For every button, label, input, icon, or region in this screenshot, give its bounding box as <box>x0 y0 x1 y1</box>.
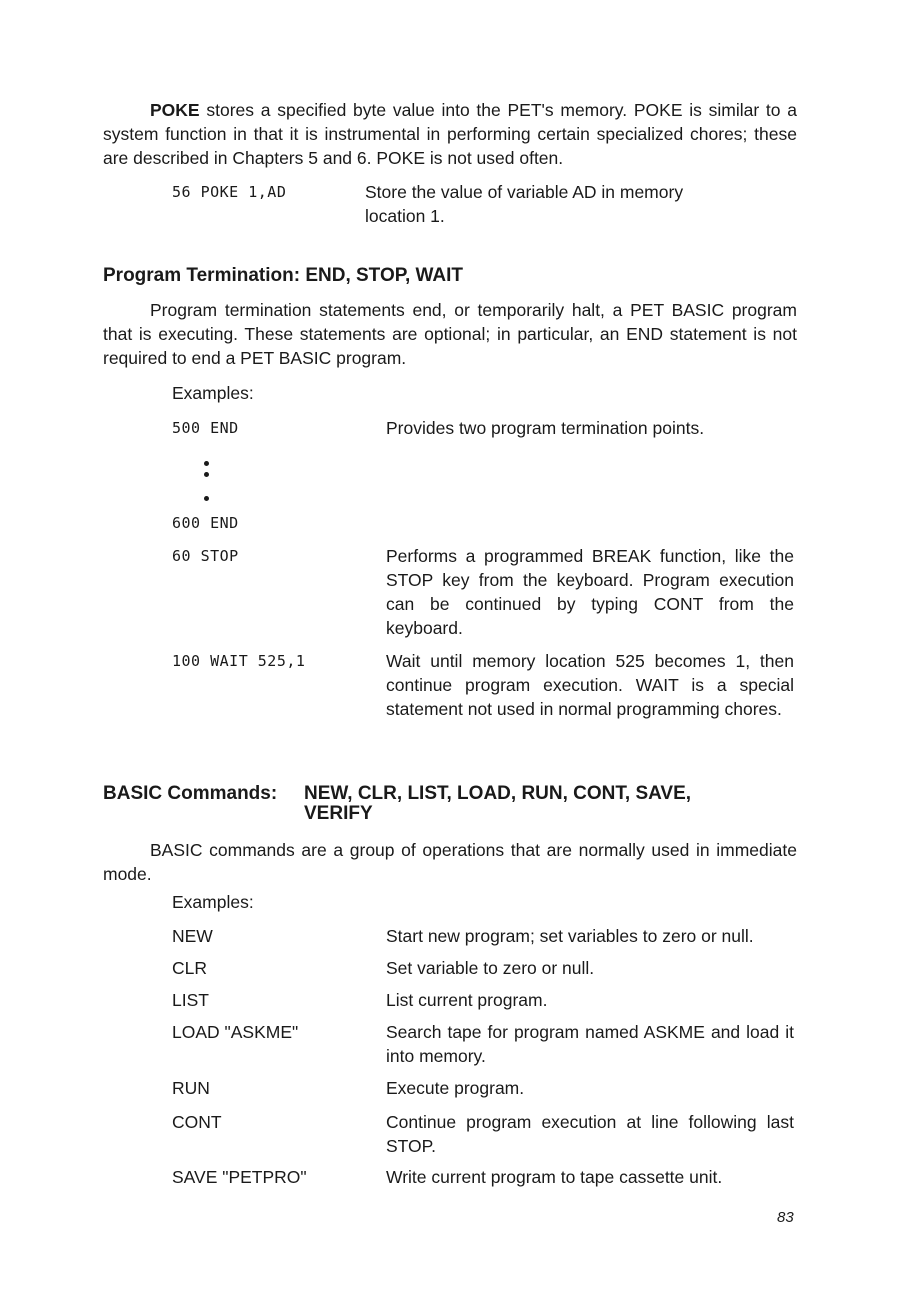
ellipsis-dot <box>204 472 209 477</box>
commands-intro <box>103 838 797 886</box>
page-number: 83 <box>777 1209 794 1226</box>
command-desc: Set variable to zero or null. <box>386 958 595 978</box>
command-desc: Search tape for program named ASKME and load it into memory. <box>386 1022 794 1066</box>
commands-examples-label: Examples: <box>172 892 254 912</box>
command-name: NEW <box>172 926 213 946</box>
command-name: SAVE "PETPRO" <box>172 1167 307 1187</box>
termination-intro-text: Program termination statements end, or temporarily halt, a PET BASIC program that is executing. These statements are optional; in particular, an END statement is not required to end a PET BASIC program. <box>103 300 797 368</box>
command-name: RUN <box>172 1078 210 1098</box>
ellipsis-dot <box>204 461 209 466</box>
command-name: LOAD "ASKME" <box>172 1022 299 1042</box>
example-end-desc: Provides two program termination points. <box>386 418 705 438</box>
example-end-code: 500 END <box>172 419 239 437</box>
commands-intro-text: BASIC commands are a group of operations that are normally used in immediate mode. <box>103 840 797 884</box>
command-desc: Execute program. <box>386 1078 525 1098</box>
termination-intro <box>103 298 797 370</box>
termination-heading: Program Termination: END, STOP, WAIT <box>103 265 463 286</box>
termination-examples-label: Examples: <box>172 383 254 403</box>
example-wait-code: 100 WAIT 525,1 <box>172 652 306 670</box>
example-stop-code: 60 STOP <box>172 547 239 565</box>
command-desc: Write current program to tape cassette unit. <box>386 1167 723 1187</box>
example-stop-desc: Performs a programmed BREAK function, like the STOP key from the keyboard. Program execution can be continued by typing CONT from the keyboard. <box>386 546 794 638</box>
ellipsis-dot <box>204 496 209 501</box>
poke-text: stores a specified byte value into the PET's memory. POKE is similar to a system function in that it is instrumental in performing certain specialized chores; these are described in Chapters 5 and 6. POKE is not used often. <box>103 100 797 168</box>
command-desc: Start new program; set variables to zero or null. <box>386 926 754 946</box>
poke-keyword: POKE <box>150 100 200 120</box>
command-desc: List current program. <box>386 990 548 1010</box>
poke-example-code: 56 POKE 1,AD <box>172 183 287 201</box>
commands-heading-line2: VERIFY <box>304 803 373 824</box>
command-name: CLR <box>172 958 208 978</box>
commands-heading-label: BASIC Commands: <box>103 783 278 804</box>
poke-paragraph <box>103 98 797 170</box>
command-name: LIST <box>172 990 209 1010</box>
example-wait-desc: Wait until memory location 525 becomes 1, then continue program execution. WAIT is a special statement not used in normal programming chores. <box>386 651 794 719</box>
command-desc: Continue program execution at line following last STOP. <box>386 1112 794 1156</box>
command-name: CONT <box>172 1112 222 1132</box>
commands-heading-line1: NEW, CLR, LIST, LOAD, RUN, CONT, SAVE, <box>304 783 692 804</box>
poke-example-desc: Store the value of variable AD in memory location 1. <box>365 182 684 226</box>
example-end-code-2: 600 END <box>172 514 239 532</box>
